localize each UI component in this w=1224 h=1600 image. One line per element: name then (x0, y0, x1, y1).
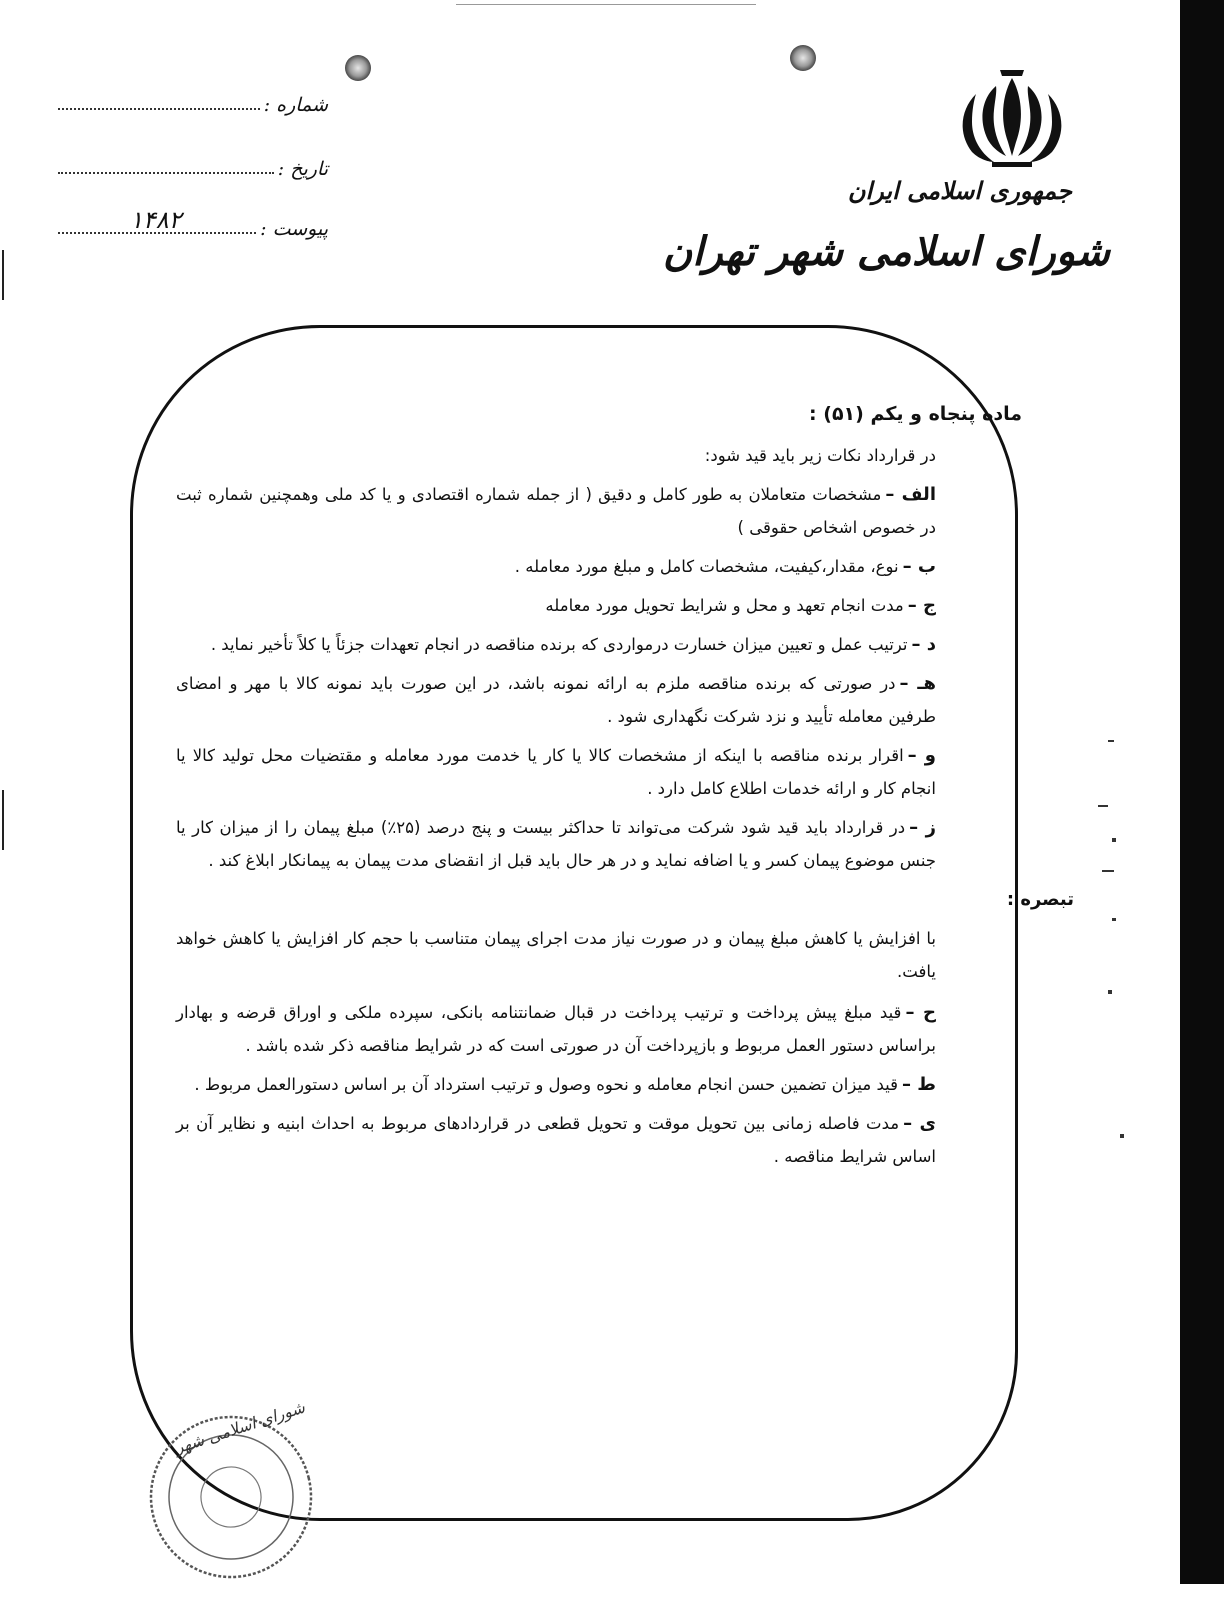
clause-marker: و – (907, 745, 936, 766)
clause-list-b (176, 996, 1012, 1173)
scan-edge (1180, 0, 1224, 1584)
clause-item (176, 667, 936, 733)
clause-text: در صورتی که برنده مناقصه ملزم به ارائه نمونه باشد، در این صورت باید نمونه کالا با مهر و امضای طرفین معامله تأیید و نزد شرکت نگهداری شود . (176, 674, 936, 726)
meta-date-row (58, 146, 328, 180)
article-body (176, 398, 1074, 1179)
scan-top-line (456, 4, 756, 5)
clause-text: مدت فاصله زمانی بین تحویل موقت و تحویل قطعی در قراردادهای مربوط به احداث ابنیه و نظایر آن بر اساس شرایط مناقصه . (176, 1114, 936, 1166)
clause-list-a (176, 478, 1012, 877)
clause-marker: د – (911, 634, 936, 655)
clause-marker: ب – (902, 556, 936, 577)
stamp-text: شورای اسلامی شهر (172, 1397, 308, 1458)
clause-text: قید میزان تضمین حسن انجام معامله و نحوه وصول و ترتیب استرداد آن بر اساس دستورالعمل مربوط . (194, 1075, 899, 1094)
clause-text: اقرار برنده مناقصه با اینکه از مشخصات کالا یا کار یا خدمت مورد معامله و مقتضیات محل تولید کالا یا انجام کار و ارائه خدمات اطلاع کامل دارد . (176, 746, 936, 798)
clause-marker: ج – (907, 595, 936, 616)
clause-marker: ز – (909, 817, 937, 838)
scan-left-mark (2, 250, 4, 300)
scan-left-mark (2, 790, 4, 850)
margin-speck (1112, 918, 1116, 921)
clause-item (176, 1068, 936, 1101)
clause-item (176, 628, 936, 661)
clause-item (176, 739, 936, 805)
clause-marker: ی – (903, 1113, 936, 1134)
meta-attachment-field (58, 206, 256, 234)
punch-hole-icon (345, 55, 371, 81)
clause-item (176, 478, 936, 544)
meta-date-label: تاریخ : (277, 158, 328, 180)
clause-text: ترتیب عمل و تعیین میزان خسارت درمواردی که برنده مناقصه در انجام تعهدات جزئاً یا کلاً تأخیر نماید . (210, 635, 908, 654)
note-text: با افزایش یا کاهش مبلغ پیمان و در صورت نیاز مدت اجرای پیمان متناسب با حجم کار افزایش یا کاهش خواهد یافت. (176, 929, 936, 981)
meta-attachment-label: پیوست : (260, 218, 328, 240)
clause-item (176, 550, 936, 583)
meta-attachment-row (58, 206, 328, 240)
clause-text: نوع، مقدار،کیفیت، مشخصات کامل و مبلغ مورد معامله . (514, 557, 899, 576)
margin-speck (1112, 838, 1116, 842)
meta-date-field (58, 152, 274, 174)
margin-speck (1108, 740, 1114, 742)
country-title: جمهوری اسلامی ایران (847, 176, 1072, 205)
clause-marker: ط – (902, 1074, 936, 1095)
meta-number-row (58, 82, 328, 116)
meta-number-label: شماره : (263, 94, 328, 116)
clause-marker: الف – (885, 484, 936, 505)
clause-text: مشخصات متعاملان به طور کامل و دقیق ( از جمله شماره اقتصادی و یا کد ملی وهمچنین شماره ثبت در خصوص اشخاص حقوقی ) (176, 485, 936, 537)
clause-marker: هـ – (899, 673, 937, 694)
margin-speck (1120, 1134, 1124, 1138)
margin-speck (1108, 990, 1112, 994)
clause-marker: ح – (905, 1002, 936, 1023)
article-intro: در قرارداد نکات زیر باید قید شود: (704, 446, 936, 465)
meta-attachment-value: ۱۴۸۲ (130, 206, 182, 234)
article-heading: ماده پنجاه و یکم (۵۱) : (809, 403, 1022, 425)
note-title: تبصره : (1006, 889, 1074, 910)
clause-item (176, 996, 936, 1062)
clause-text: مدت انجام تعهد و محل و شرایط تحویل مورد معامله (545, 596, 904, 615)
margin-speck (1102, 870, 1114, 872)
iran-emblem-icon (942, 64, 1082, 174)
punch-hole-icon (790, 45, 816, 71)
clause-item (176, 589, 936, 622)
council-title: شورای اسلامی شهر تهران (662, 228, 1110, 275)
clause-item (176, 811, 936, 877)
clause-text: در قرارداد باید قید شود شرکت می‌تواند تا حداکثر بیست و پنج درصد (۲۵٪) مبلغ پیمان را از میزان کار یا جنس موضوع پیمان کسر و یا اضافه نماید و در هر حال باید قبل از انقضای مدت پیمان به پیمانکار ابلاغ کند . (176, 818, 936, 870)
meta-number-field (58, 88, 260, 110)
clause-text: قید مبلغ پیش پرداخت و ترتیب پرداخت در قبال ضمانتنامه بانکی، سپرده ملکی و اوراق قرضه و بهادار براساس دستور العمل مربوط و بازپرداخت آن در صورتی است که در شرایط مناقصه ذکر شده باشد . (176, 1003, 936, 1055)
clause-item (176, 1107, 936, 1173)
margin-speck (1098, 805, 1108, 807)
